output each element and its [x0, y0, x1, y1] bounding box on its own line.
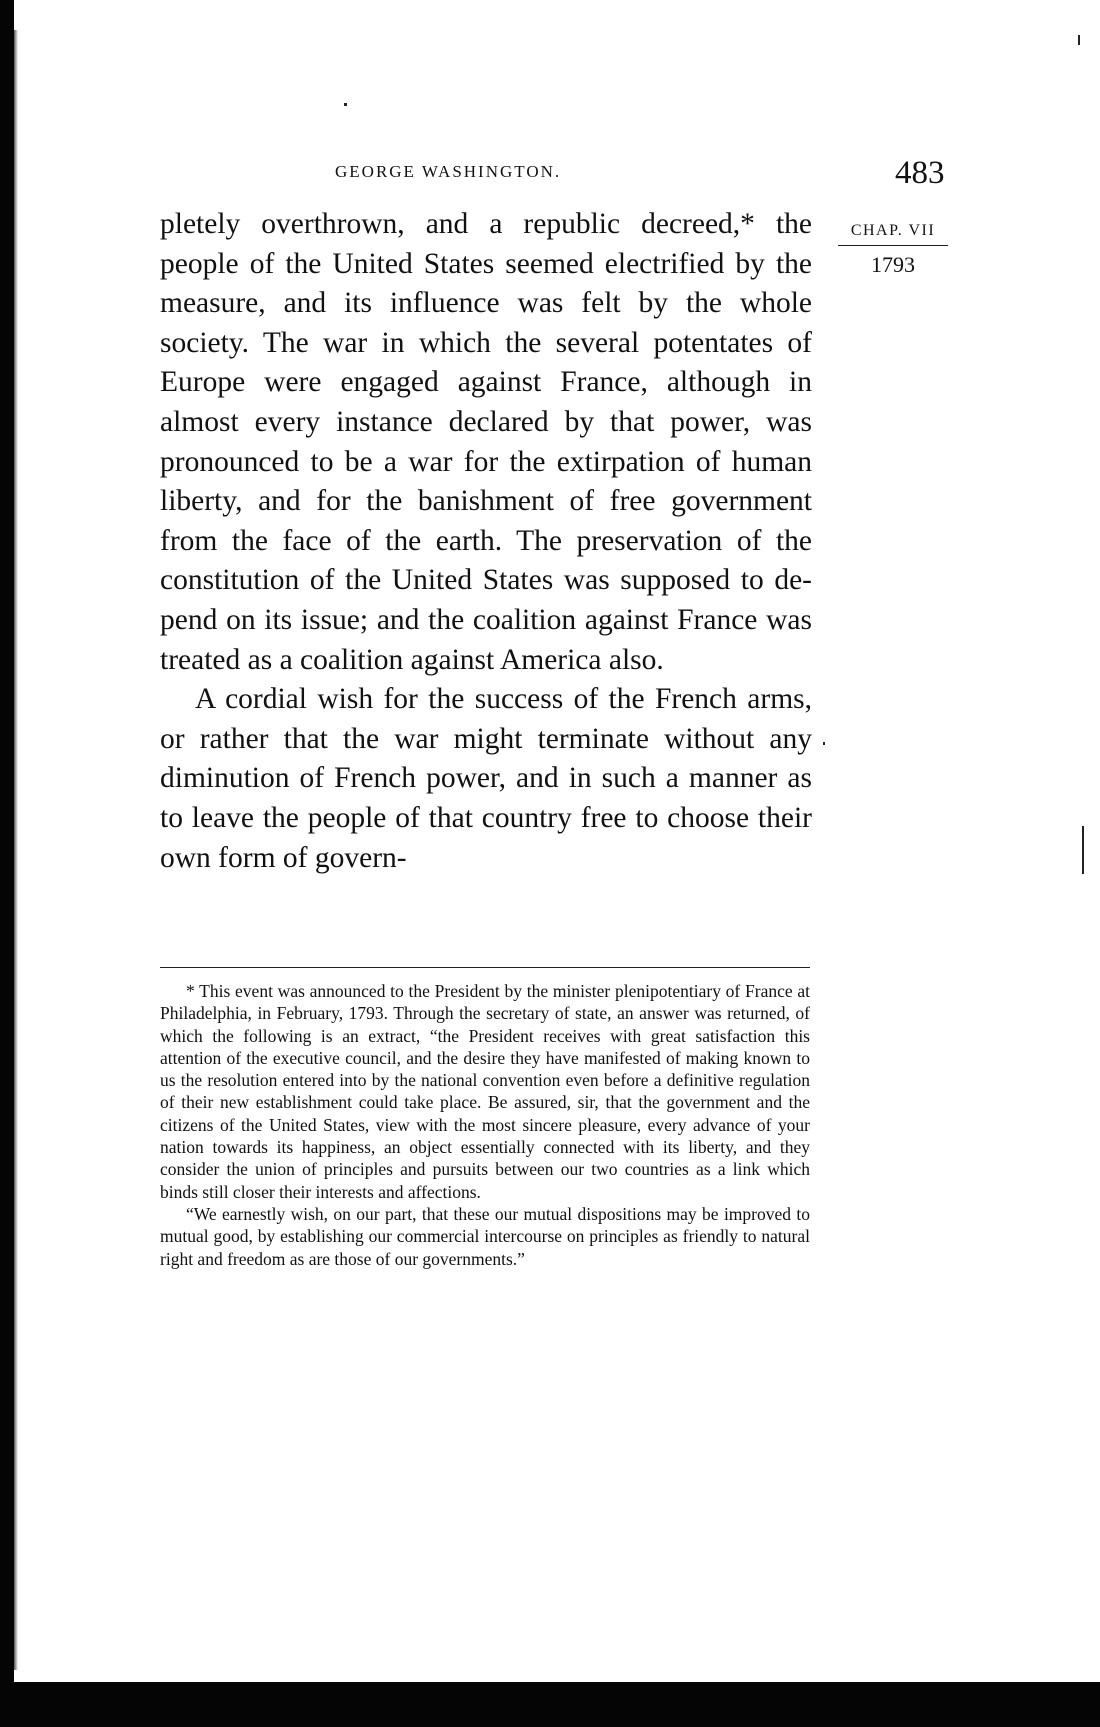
- body-text: [160, 205, 812, 878]
- body-paragraph: A cordial wish for the success of the French arms, or rather that the war might terminate without any diminution of French power, and in such a manner as to leave the people of that country free to choose their own form of govern-: [160, 683, 812, 874]
- footnote-paragraph: “We earnestly wish, on our part, that these our mutual dispositions may be improved to mutual good, by establishing our commercial intercourse on principles as friendly to natural right and freedom as are those of our governments.”: [160, 1203, 810, 1269]
- scan-border-left-edge: [14, 30, 18, 1670]
- margin-note: [838, 222, 948, 278]
- footnote-divider: [160, 967, 810, 968]
- scan-border-bottom: [0, 1682, 1100, 1727]
- running-head: GEORGE WASHINGTON.: [335, 162, 562, 181]
- scan-border-left: [0, 0, 14, 1727]
- scan-speck: [1082, 826, 1084, 874]
- footnote: [160, 980, 810, 1270]
- scan-speck: [1078, 35, 1080, 45]
- scan-speck: [344, 103, 347, 106]
- page-number: 483: [895, 155, 945, 191]
- year-label: 1793: [871, 252, 915, 277]
- body-paragraph: pletely overthrown, and a republic decreed,* the people of the United States seemed electrified by the measure, and its influence was felt by the whole society. The war in which the several potentates of Europe were engaged against France, although in almost every instance declared by that power, was pronounced to be a war for the extirpation of human liberty, and for the banishment of free government from the face of the earth. The preservation of the constitution of the United States was supposed to depend on its issue; and the coalition against France was treated as a coalition against America also.: [160, 208, 812, 676]
- footnote-paragraph: * This event was announced to the President by the minister plenipotentiary of France at Philadelphia, in February, 1793. Through the secretary of state, an answer was returned, of which the following is an extract, “the President receives with great satisfaction this attention of the executive council, and the desire they have manifested of making known to us the resolution entered into by the national convention even before a definitive regulation of their new establishment could take place. Be assured, sir, that the government and the citizens of the United States, view with the most sincere pleasure, every advance of your nation towards its happiness, an object essentially connected with its liberty, and they consider the union of principles and pursuits between our two countries as a link which binds still closer their interests and affections.: [160, 981, 810, 1202]
- chapter-label: CHAP. VII: [838, 222, 948, 246]
- scan-speck: [823, 742, 825, 745]
